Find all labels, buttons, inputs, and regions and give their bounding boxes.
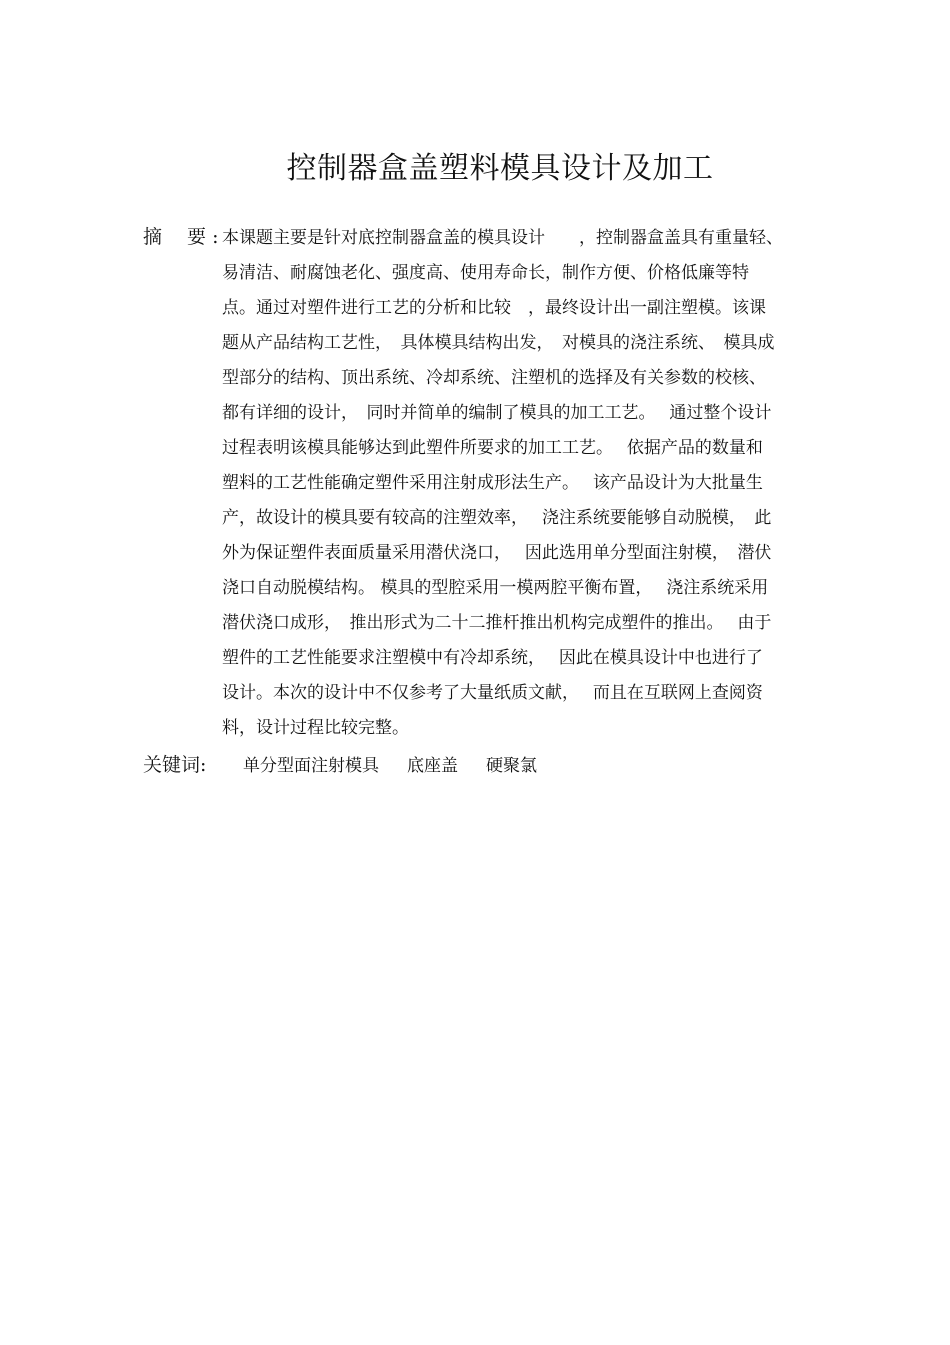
abstract-line: 型部分的结构、顶出系统、冷却系统、注塑机的选择及有关参数的校核、 — [222, 368, 766, 388]
abstract-line: 易清洁、耐腐蚀老化、强度高、使用寿命长，制作方便、价格低廉等特 — [222, 263, 749, 283]
abstract-line: 题从产品结构工艺性， 具体模具结构出发， 对模具的浇注系统、 模具成 — [222, 333, 775, 353]
abstract-line: 点。通过对塑件进行工艺的分析和比较 ，最终设计出一副注塑模。该课 — [222, 298, 766, 318]
abstract-line: 都有详细的设计， 同时并简单的编制了模具的加工工艺。 通过整个设计 — [222, 403, 772, 423]
abstract-line: 塑件的工艺性能要求注塑模中有冷却系统， 因此在模具设计中也进行了 — [222, 648, 763, 668]
keywords-label: 关键词: — [143, 754, 207, 776]
abstract-line: 产，故设计的模具要有较高的注塑效率， 浇注系统要能够自动脱模， 此 — [222, 508, 772, 528]
abstract-line: 料，设计过程比较完整。 — [222, 718, 409, 738]
keyword-item: 单分型面注射模具 — [243, 756, 379, 776]
abstract-line: 潜伏浇口成形， 推出形式为二十二推杆推出机构完成塑件的推出。 由于 — [222, 613, 772, 633]
abstract-line: 过程表明该模具能够达到此塑件所要求的加工工艺。 依据产品的数量和 — [222, 438, 763, 458]
abstract-line: 塑料的工艺性能确定塑件采用注射成形法生产。 该产品设计为大批量生 — [222, 473, 763, 493]
document-title: 控制器盒盖塑料模具设计及加工 — [286, 151, 714, 186]
abstract-line: 设计。本次的设计中不仅参考了大量纸质文献， 而且在互联网上查阅资 — [222, 683, 763, 703]
abstract-body — [222, 223, 812, 748]
keywords-row — [143, 750, 565, 781]
abstract-line: 浇口自动脱模结构。 模具的型腔采用一模两腔平衡布置， 浇注系统采用 — [222, 578, 769, 598]
keyword-item: 硬聚氯 — [486, 756, 537, 776]
abstract-line: 外为保证塑件表面质量采用潜伏浇口， 因此选用单分型面注射模， 潜伏 — [222, 543, 772, 563]
abstract-line: 本课题主要是针对底控制器盒盖的模具设计 ，控制器盒盖具有重量轻、 — [222, 228, 783, 248]
abstract-label: 摘 要 : — [143, 226, 219, 248]
keyword-item: 底座盖 — [407, 756, 458, 776]
